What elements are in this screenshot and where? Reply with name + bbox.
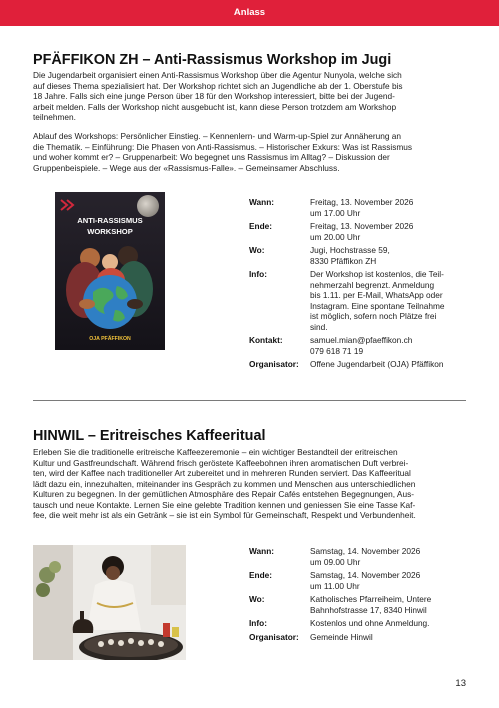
- paragraph-line: Die Jugendarbeit organisiert einen Anti-Rassismus Workshop über die Agentur Nunyola, welche sich: [33, 70, 402, 80]
- poster-title-line-2: WORKSHOP: [87, 227, 133, 236]
- paragraph-line: Kultur und Gastfreundschaft. Während frisch geröstete Kaffeebohnen ihren aromatischen Duft verbrei-: [33, 457, 409, 468]
- detail-value: [310, 269, 445, 335]
- detail-label: Kontakt:: [249, 335, 283, 345]
- person-white-dress: [87, 580, 141, 630]
- detail-value-line: um 20.00 Uhr: [310, 231, 361, 242]
- paragraph-line: 18 Jahre. Falls sich eine junge Person über 18 für den Workshop interessiert, bitte bei der Jugend-: [33, 91, 395, 101]
- detail-value-line: um 11.00 Uhr: [310, 580, 360, 591]
- event-1-title: PFÄFFIKON ZH – Anti-Rassismus Workshop im Jugi: [33, 52, 392, 68]
- paragraph-line: lädt dazu ein, innezuhalten, miteinander ins Gespräch zu kommen und Menschen aus unterschiedlichen: [33, 478, 416, 489]
- detail-row: [249, 221, 445, 245]
- event-2-title: HINWIL – Eritreisches Kaffeeritual: [33, 428, 266, 444]
- detail-value: [310, 221, 445, 245]
- detail-label: Info:: [249, 269, 267, 279]
- event-1-intro: [33, 70, 473, 123]
- paragraph-line: ten, wird der Kaffee nach traditioneller Art zubereitet und in mehreren Runden serviert. Das Kaffeeritual: [33, 468, 411, 478]
- detail-value: [310, 594, 431, 618]
- section-label: Anlass: [233, 7, 266, 18]
- detail-value: [310, 359, 445, 373]
- event-2-intro: [33, 447, 473, 521]
- detail-value-line: Freitag, 13. November 2026: [310, 197, 414, 207]
- event-1-details: [249, 197, 445, 373]
- detail-value-line: nehmerzahl begrenzt. Anmeldung: [310, 279, 435, 290]
- detail-label: Wann:: [249, 197, 275, 207]
- detail-row: [249, 197, 445, 221]
- detail-value-line: bis 1.11. per E-Mail, WhatsApp oder: [310, 290, 443, 300]
- detail-label: Organisator:: [249, 631, 299, 642]
- detail-value-line: Samstag, 14. November 2026: [310, 546, 421, 556]
- detail-value-line: ist möglich, sofern noch Plätze frei: [310, 311, 437, 321]
- detail-value: [310, 546, 431, 570]
- event-2-details: [249, 546, 431, 645]
- poster-footer-label: OJA PFÄFFIKON: [89, 336, 131, 342]
- detail-label: Wann:: [249, 546, 275, 556]
- detail-value: [310, 632, 431, 646]
- detail-row: [249, 570, 431, 594]
- detail-row: [249, 359, 445, 373]
- event-1-agenda: [33, 131, 473, 173]
- detail-value-line: Bahnhofstrasse 17, 8340 Hinwil: [310, 604, 427, 615]
- detail-value: [310, 197, 445, 221]
- detail-label: Wo:: [249, 594, 265, 604]
- detail-value: [310, 245, 445, 269]
- detail-value-line: Der Workshop ist kostenlos, die Teil-: [310, 269, 444, 279]
- detail-value-line: 079 618 71 19: [310, 345, 364, 356]
- workshop-poster-image: [55, 192, 165, 350]
- paragraph-line: und woher kommt er? – Gruppenarbeit: Wo begegnet uns Rassismus im Alltag? – Diskussion der: [33, 152, 390, 162]
- coffee-ceremony-photo: [33, 545, 186, 660]
- detail-value-line: Samstag, 14. November 2026: [310, 570, 421, 580]
- page-number: 13: [455, 678, 466, 689]
- detail-value-line: um 17.00 Uhr: [310, 207, 361, 218]
- paragraph-line: Gruppenbeispiele. – Wege aus der «Rassismus-Falle». – Gemeinsamer Abschluss.: [33, 162, 340, 173]
- detail-value-line: sind.: [310, 321, 328, 332]
- paragraph-line: auf dieses Thema spezialisiert hat. Der Workshop richtet sich an Jugendliche ab der 1. Oberstufe bis: [33, 80, 403, 91]
- section-divider: [33, 400, 466, 401]
- detail-value: [310, 618, 431, 632]
- detail-value-line: Kostenlos und ohne Anmeldung.: [310, 618, 430, 628]
- section-header-bar: [0, 0, 499, 26]
- paragraph-line: Erleben Sie die traditionelle eritreische Kaffeezeremonie – ein wichtiger Bestandteil der eritreischen: [33, 447, 398, 457]
- detail-value-line: samuel.mian@pfaeffikon.ch: [310, 335, 413, 345]
- paragraph-line: arbeit melden. Falls der Workshop nicht ausgebucht ist, kann diese Person trotzdem am Workshop: [33, 101, 397, 112]
- detail-value-line: Gemeinde Hinwil: [310, 631, 373, 642]
- detail-value-line: Katholisches Pfarreiheim, Untere: [310, 594, 432, 604]
- paragraph-line: teilnehmen.: [33, 112, 76, 122]
- paragraph-line: fee, die weit mehr ist als ein Getränk – sie ist ein Symbol für Gemeinschaft, Respekt und Verbundenheit.: [33, 510, 416, 520]
- poster-illustration: [55, 192, 165, 350]
- detail-row: [249, 269, 445, 335]
- detail-value: [310, 570, 431, 594]
- detail-value-line: Freitag, 13. November 2026: [310, 221, 414, 231]
- detail-value-line: 8330 Pfäffikon ZH: [310, 255, 377, 266]
- paragraph-line: Ablauf des Workshops: Persönlicher Einstieg. – Kennenlern- und Warm-up-Spiel zur Annäherung an: [33, 131, 402, 141]
- detail-row: [249, 632, 431, 646]
- detail-row: [249, 594, 431, 618]
- detail-label: Organisator:: [249, 359, 299, 369]
- detail-label: Wo:: [249, 245, 265, 255]
- coffee-ceremony-illustration: [33, 545, 186, 660]
- detail-row: [249, 245, 445, 269]
- moon-graphic: [137, 195, 159, 217]
- detail-row: [249, 546, 431, 570]
- detail-label: Ende:: [249, 221, 273, 231]
- paragraph-line: tausch und neue Kontakte. Lernen Sie eine gelebte Tradition kennen und geniessen Sie eine Tasse Kaf-: [33, 499, 416, 510]
- detail-value-line: um 09.00 Uhr: [310, 556, 361, 567]
- detail-label: Info:: [249, 618, 267, 628]
- paragraph-line: die Thematik. – Einführung: Die Phasen von Anti-Rassismus. – Historischer Exkurs: Was ist Rassismus: [33, 141, 413, 152]
- detail-value-line: Jugi, Hochstrasse 59,: [310, 245, 390, 255]
- detail-value: [310, 335, 445, 359]
- paragraph-line: Kulturen zu begegnen. In der gemütlichen Atmosphäre des Repair Cafés entstehen Begegnungen, Aus-: [33, 489, 414, 499]
- detail-value-line: Instagram. Eine spontane Teilnahme: [310, 300, 445, 311]
- detail-value-line: Offene Jugendarbeit (OJA) Pfäffikon: [310, 359, 444, 369]
- poster-title-line-1: ANTI-RASSISMUS: [77, 216, 143, 225]
- detail-row: [249, 618, 431, 632]
- detail-row: [249, 335, 445, 359]
- detail-label: Ende:: [249, 570, 273, 580]
